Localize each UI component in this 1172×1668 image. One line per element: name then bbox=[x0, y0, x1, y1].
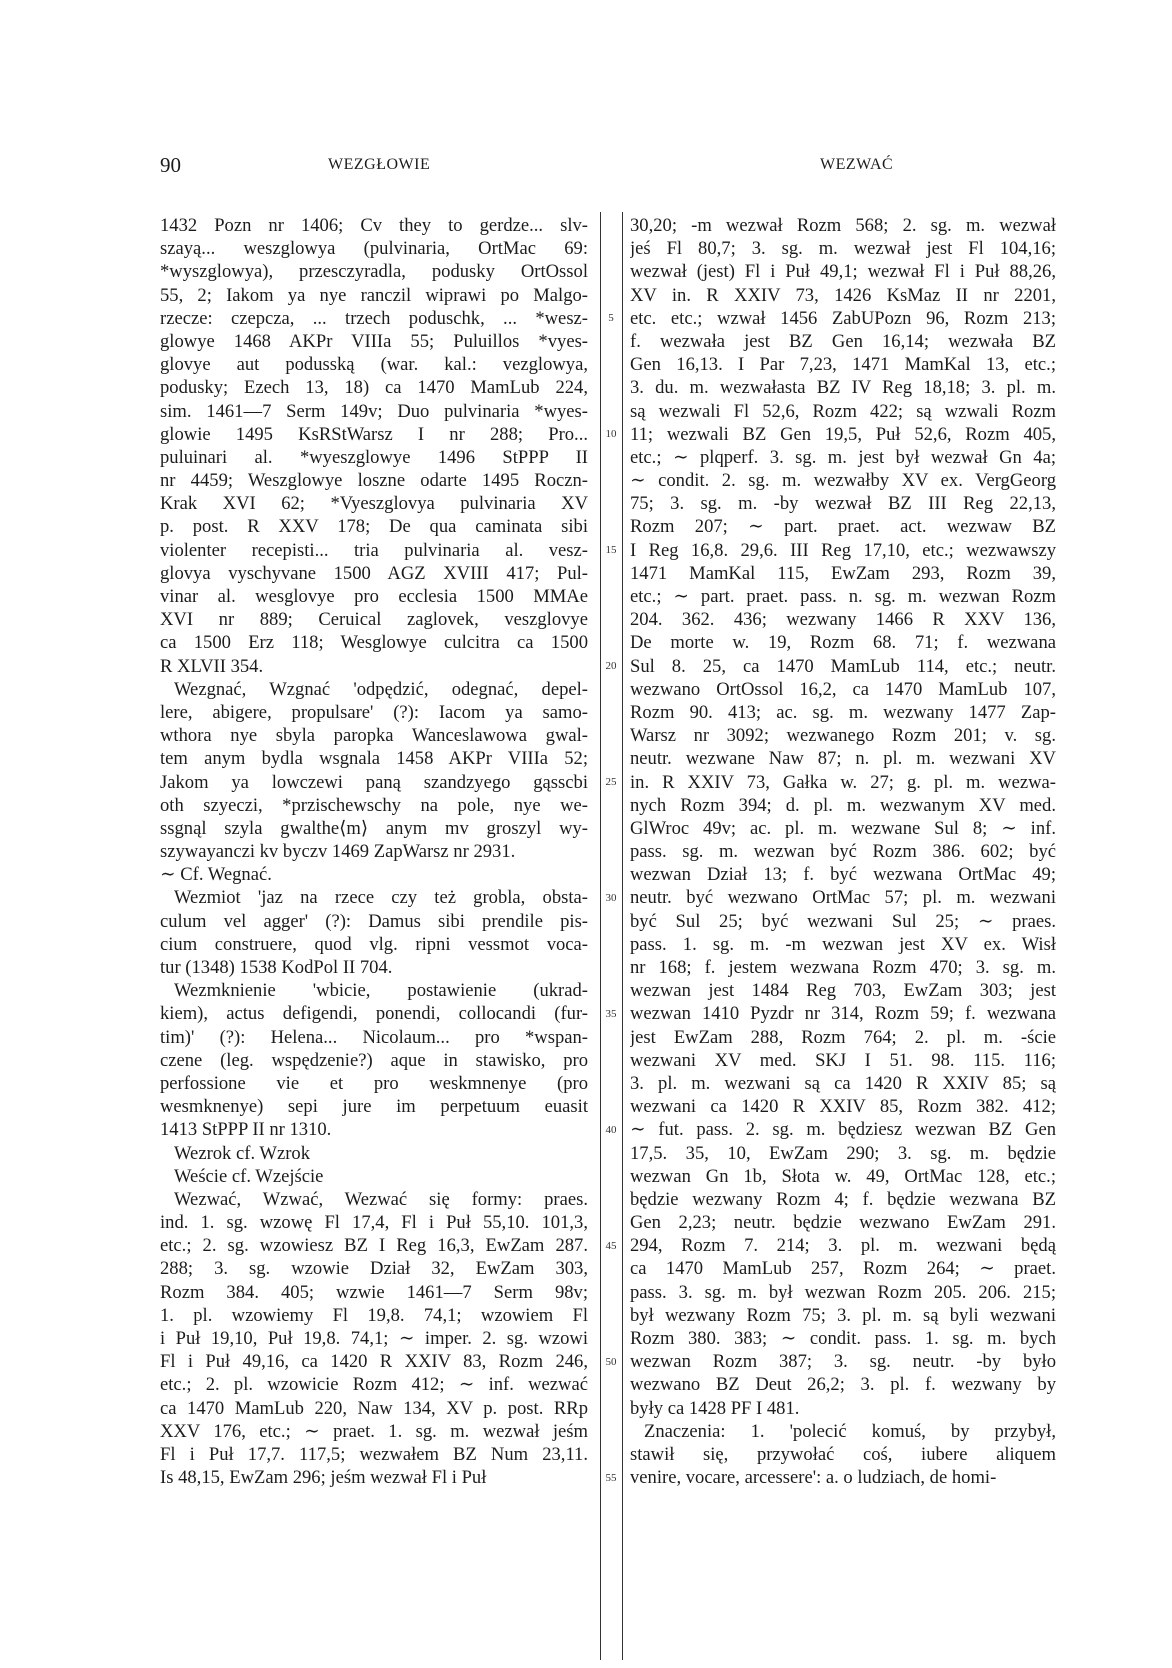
text-line: 1432 Pozn nr 1406; Cv they to gerdze... slv- bbox=[160, 215, 588, 236]
text-line: vinar al. wesglovye pro ecclesia 1500 MMAe bbox=[160, 586, 588, 607]
text-line: były ca 1428 PF I 481. bbox=[630, 1397, 800, 1419]
text-line: XVI nr 889; Ceruical zaglovek, veszglovye bbox=[160, 609, 588, 631]
right-text-column bbox=[630, 214, 1056, 1489]
text-line: wezwan Dział 13; f. być wezwana OrtMac 49; bbox=[630, 864, 1056, 886]
text-line: Gen 16,13. I Par 7,23, 1471 MamKal 13, etc.; bbox=[630, 354, 1056, 376]
text-line: I Reg 16,8. 29,6. III Reg 17,10, etc.; wezwawszy bbox=[630, 539, 1056, 561]
text-line: etc.; 2. pl. wzowicie Rozm 412; ∼ inf. wezwać bbox=[160, 1374, 588, 1396]
text-line: Fl i Puł 49,16, ca 1420 R XXIV 83, Rozm 246, bbox=[160, 1351, 588, 1373]
left-running-headword: WEZGŁOWIE bbox=[328, 156, 431, 173]
line-number: 25 bbox=[605, 775, 617, 788]
text-line: Wezgnać, Wzgnać 'odpędzić, odegnać, depel- bbox=[174, 678, 588, 700]
text-line: czene (leg. wspędzenie?) aque in stawisko, pro bbox=[160, 1049, 588, 1071]
text-line: są wezwali Fl 52,6, Rozm 422; są wzwali Rozm bbox=[630, 400, 1056, 422]
text-line: wezwan jest 1484 Reg 703, EwZam 303; jest bbox=[630, 980, 1056, 1002]
text-line: nr 168; f. jestem wezwana Rozm 470; 3. sg. m. bbox=[630, 957, 1056, 978]
text-line: Is 48,15, EwZam 296; jeśm wezwał Fl i Puł bbox=[160, 1467, 487, 1489]
text-line: 1413 StPPP II nr 1310. bbox=[160, 1119, 332, 1141]
text-line: 75; 3. sg. m. -by wezwał BZ III Reg 22,13, bbox=[630, 493, 1056, 515]
text-line: Wezmiot 'jaz na rzece czy też grobla, obsta- bbox=[174, 887, 588, 909]
text-line: Sul 8. 25, ca 1470 MamLub 114, etc.; neutr. bbox=[630, 655, 1056, 677]
text-line: Rozm 90. 413; ac. sg. m. wezwany 1477 Zap- bbox=[630, 701, 1056, 723]
text-line: R XLVII 354. bbox=[160, 655, 264, 677]
text-line: etc. etc.; wzwał 1456 ZabUPozn 96, Rozm 213; bbox=[630, 307, 1056, 329]
page-number: 90 bbox=[160, 153, 181, 177]
text-line: venire, vocare, arcessere': a. o ludziach, de homi- bbox=[630, 1467, 997, 1489]
text-line: XV in. R XXIV 73, 1426 KsMaz II nr 2201, bbox=[630, 284, 1056, 306]
text-line: i Puł 19,10, Puł 19,8. 74,1; ∼ imper. 2. sg. wzowi bbox=[160, 1328, 588, 1349]
text-line: Krak XVI 62; *Vyeszglovya pulvinaria XV bbox=[160, 493, 588, 515]
text-line: glowie 1495 KsRStWarsz I nr 288; Pro... bbox=[160, 423, 588, 445]
text-line: szywayanczi kv byczv 1469 ZapWarsz nr 2931. bbox=[160, 841, 516, 863]
text-line: lere, abigere, propulsare' (?): Iacom ya samo- bbox=[160, 701, 588, 723]
text-line: etc.; ∼ part. praet. pass. n. sg. m. wezwan Rozm bbox=[630, 586, 1056, 607]
text-line: pass. sg. m. wezwan być Rozm 386. 602; być bbox=[630, 841, 1056, 863]
text-line: jest EwZam 288, Rozm 764; 2. pl. m. -ście bbox=[630, 1026, 1056, 1048]
text-line: Znaczenia: 1. 'polecić komuś, by przybył, bbox=[644, 1420, 1056, 1442]
text-line: 1471 MamKal 115, EwZam 293, Rozm 39, bbox=[630, 562, 1056, 584]
line-number: 50 bbox=[605, 1355, 617, 1368]
text-line: Jakom ya lowczewi paną szandzyego gąsscbi bbox=[160, 771, 588, 793]
text-line: Rozm 380. 383; ∼ condit. pass. 1. sg. m. bych bbox=[630, 1328, 1056, 1349]
line-number: 5 bbox=[608, 311, 614, 324]
line-number: 55 bbox=[605, 1471, 617, 1484]
text-line: GlWroc 49v; ac. pl. m. wezwane Sul 8; ∼ inf. bbox=[630, 817, 1056, 839]
text-line: 1. pl. wzowiemy Fl 19,8. 74,1; wzowiem Fl bbox=[160, 1304, 588, 1326]
text-line: XXV 176, etc.; ∼ praet. 1. sg. m. wezwał jeśm bbox=[160, 1420, 588, 1442]
text-line: 30,20; -m wezwał Rozm 568; 2. sg. m. wezwał bbox=[630, 215, 1056, 236]
text-line: in. R XXIV 73, Gałka w. 27; g. pl. m. wezwa- bbox=[630, 771, 1056, 793]
text-line: wthora nye sbyla paropka Wanceslawowa gwal- bbox=[160, 725, 588, 747]
right-running-headword: WEZWAĆ bbox=[820, 156, 894, 173]
text-line: puluinari al. *wyeszglowye 1496 StPPP II bbox=[160, 446, 588, 468]
text-line: wezwał (jest) Fl i Puł 49,1; wezwał Fl i Puł 88,26, bbox=[630, 261, 1056, 283]
text-line: tur (1348) 1538 KodPol II 704. bbox=[160, 957, 393, 978]
text-line: 3. du. m. wezwałasta BZ IV Reg 18,18; 3. pl. m. bbox=[630, 377, 1056, 399]
text-line: szayą... weszglowya (pulvinaria, OrtMac 69: bbox=[160, 238, 588, 260]
text-line: Gen 2,23; neutr. będzie wezwano EwZam 291. bbox=[630, 1212, 1056, 1234]
text-line: ∼ Cf. Wegnać. bbox=[160, 864, 272, 886]
text-line: etc.; 2. sg. wzowiesz BZ I Reg 16,3, EwZam 287. bbox=[160, 1235, 588, 1257]
text-line: Warsz nr 3092; wezwanego Rozm 201; v. sg. bbox=[630, 725, 1056, 747]
text-line: glowye 1468 AKPr VIIIa 55; Puluillos *vyes- bbox=[160, 330, 588, 352]
text-line: *wyszglowya), przesczyradla, podusky OrtOssol bbox=[160, 261, 588, 283]
text-line: ca 1500 Erz 118; Wesglowye culcitra ca 1500 bbox=[160, 632, 588, 654]
text-line: wezwano OrtOssol 16,2, ca 1470 MamLub 107, bbox=[630, 678, 1056, 700]
text-line: wezwani ca 1420 R XXIV 85, Rozm 382. 412; bbox=[630, 1096, 1056, 1118]
text-line: być Sul 25; być wezwani Sul 25; ∼ praes. bbox=[630, 910, 1056, 932]
text-line: f. wezwała jest BZ Gen 16,14; wezwała BZ bbox=[630, 330, 1056, 352]
running-header bbox=[160, 153, 950, 183]
text-line: nych Rozm 394; d. pl. m. wezwanym XV med. bbox=[630, 794, 1056, 816]
text-line: ca 1470 MamLub 220, Naw 134, XV p. post. RRp bbox=[160, 1397, 588, 1419]
text-line: ind. 1. sg. wzowę Fl 17,4, Fl i Puł 55,10. 101,3, bbox=[160, 1212, 588, 1234]
line-number: 30 bbox=[605, 891, 617, 904]
line-number: 45 bbox=[605, 1239, 617, 1252]
text-line: 17,5. 35, 10, EwZam 290; 3. sg. m. będzie bbox=[630, 1142, 1056, 1164]
text-line: culum vel agger' (?): Damus sibi prendile pis- bbox=[160, 910, 588, 932]
text-line: wezwani XV med. SKJ I 51. 98. 115. 116; bbox=[630, 1049, 1056, 1071]
line-number: 40 bbox=[605, 1123, 617, 1136]
text-line: wezwan Gn 1b, Słota w. 49, OrtMac 128, etc.; bbox=[630, 1165, 1056, 1187]
text-line: jeś Fl 80,7; 3. sg. m. wezwał jest Fl 104,16; bbox=[630, 238, 1056, 260]
column-rule-right bbox=[622, 212, 623, 1660]
text-line: kiem), actus defigendi, ponendi, collocandi (fur- bbox=[160, 1003, 588, 1025]
text-line: stawił się, przywołać coś, iubere aliquem bbox=[630, 1443, 1056, 1465]
text-line: perfossione vie et pro weskmnenye (pro bbox=[160, 1072, 588, 1094]
text-line: wezwano BZ Deut 26,2; 3. pl. f. wezwany by bbox=[630, 1374, 1056, 1396]
text-line: Weście cf. Wzejście bbox=[174, 1165, 324, 1187]
text-line: pass. 3. sg. m. był wezwan Rozm 205. 206. 215; bbox=[630, 1281, 1056, 1303]
line-number: 15 bbox=[605, 543, 617, 556]
text-line: ∼ condit. 2. sg. m. wezwałby XV ex. VergGeorg bbox=[630, 470, 1056, 492]
text-line: Fl i Puł 17,7. 117,5; wezwałem BZ Num 23,11. bbox=[160, 1443, 588, 1465]
text-line: ∼ fut. pass. 2. sg. m. będziesz wezwan BZ Gen bbox=[630, 1119, 1056, 1141]
text-line: 204. 362. 436; wezwany 1466 R XXV 136, bbox=[630, 609, 1056, 631]
text-line: glovya vyschyvane 1500 AGZ XVIII 417; Pul- bbox=[160, 562, 588, 584]
text-line: p. post. R XXV 178; De qua caminata sibi bbox=[160, 516, 588, 538]
text-line: ssgnąl szyla gwalthe⟨m⟩ anym mv groszyl wy- bbox=[160, 817, 588, 839]
text-line: glovye aut podusską (war. kal.: vezglowya, bbox=[160, 354, 588, 376]
text-line: nr 4459; Weszglowye loszne odarte 1495 Roczn- bbox=[160, 470, 588, 492]
left-text-column bbox=[160, 214, 588, 1489]
line-number: 20 bbox=[605, 659, 617, 672]
text-line: tem anym bydla wsgnala 1458 AKPr VIIIa 52; bbox=[160, 748, 588, 770]
text-line: wesmknenye) sepi jure im perpetuum euasit bbox=[160, 1096, 588, 1118]
text-line: rzecze: czepcza, ... trzech poduschk, ... *wesz- bbox=[160, 307, 588, 329]
text-line: tim)' (?): Helena... Nicolaum... pro *wspan- bbox=[160, 1026, 588, 1048]
text-line: oth szyeczi, *przischewschy na pole, nye we- bbox=[160, 794, 588, 816]
text-line: De morte w. 19, Rozm 68. 71; f. wezwana bbox=[630, 632, 1056, 654]
text-line: 288; 3. sg. wzowie Dział 32, EwZam 303, bbox=[160, 1258, 588, 1280]
text-line: był wezwany Rozm 75; 3. pl. m. są byli wezwani bbox=[630, 1304, 1056, 1326]
text-line: wezwan Rozm 387; 3. sg. neutr. -by było bbox=[630, 1351, 1056, 1373]
text-line: neutr. być wezwano OrtMac 57; pl. m. wezwani bbox=[630, 887, 1056, 909]
text-line: Wezwać, Wzwać, Wezwać się formy: praes. bbox=[174, 1188, 588, 1210]
text-line: wezwan 1410 Pyzdr nr 314, Rozm 59; f. wezwana bbox=[630, 1003, 1056, 1025]
text-line: pass. 1. sg. m. -m wezwan jest XV ex. Wisł bbox=[630, 933, 1056, 955]
text-line: cium construere, quod vlg. ripni vessmot voca- bbox=[160, 933, 588, 955]
text-line: etc.; ∼ plqperf. 3. sg. m. jest był wezwał Gn 4a; bbox=[630, 446, 1056, 468]
text-line: Wezrok cf. Wzrok bbox=[174, 1142, 310, 1164]
text-line: 3. pl. m. wezwani są ca 1420 R XXIV 85; są bbox=[630, 1072, 1056, 1094]
text-line: ca 1470 MamLub 257, Rozm 264; ∼ praet. bbox=[630, 1258, 1056, 1280]
text-line: podusky; Ezech 13, 18) ca 1470 MamLub 224, bbox=[160, 377, 588, 399]
line-number: 10 bbox=[605, 427, 617, 440]
text-line: 55, 2; Iakom ya nye ranczil wiprawi po Malgo- bbox=[160, 284, 588, 306]
text-line: będzie wezwany Rozm 4; f. będzie wezwana BZ bbox=[630, 1188, 1056, 1210]
text-line: 294, Rozm 7. 214; 3. pl. m. wezwani będą bbox=[630, 1235, 1056, 1257]
text-line: Rozm 384. 405; wzwie 1461—7 Serm 98v; bbox=[160, 1281, 588, 1303]
text-line: 11; wezwali BZ Gen 19,5, Puł 52,6, Rozm 405, bbox=[630, 423, 1056, 445]
text-line: sim. 1461—7 Serm 149v; Duo pulvinaria *wyes- bbox=[160, 400, 588, 422]
text-line: violenter recepisti... tria pulvinaria al. vesz- bbox=[160, 539, 588, 561]
text-line: neutr. wezwane Naw 87; n. pl. m. wezwani XV bbox=[630, 748, 1056, 770]
text-line: Wezmknienie 'wbicie, postawienie (ukrad- bbox=[174, 980, 588, 1002]
line-number: 35 bbox=[605, 1007, 617, 1020]
text-line: Rozm 207; ∼ part. praet. act. wezwaw BZ bbox=[630, 516, 1056, 538]
